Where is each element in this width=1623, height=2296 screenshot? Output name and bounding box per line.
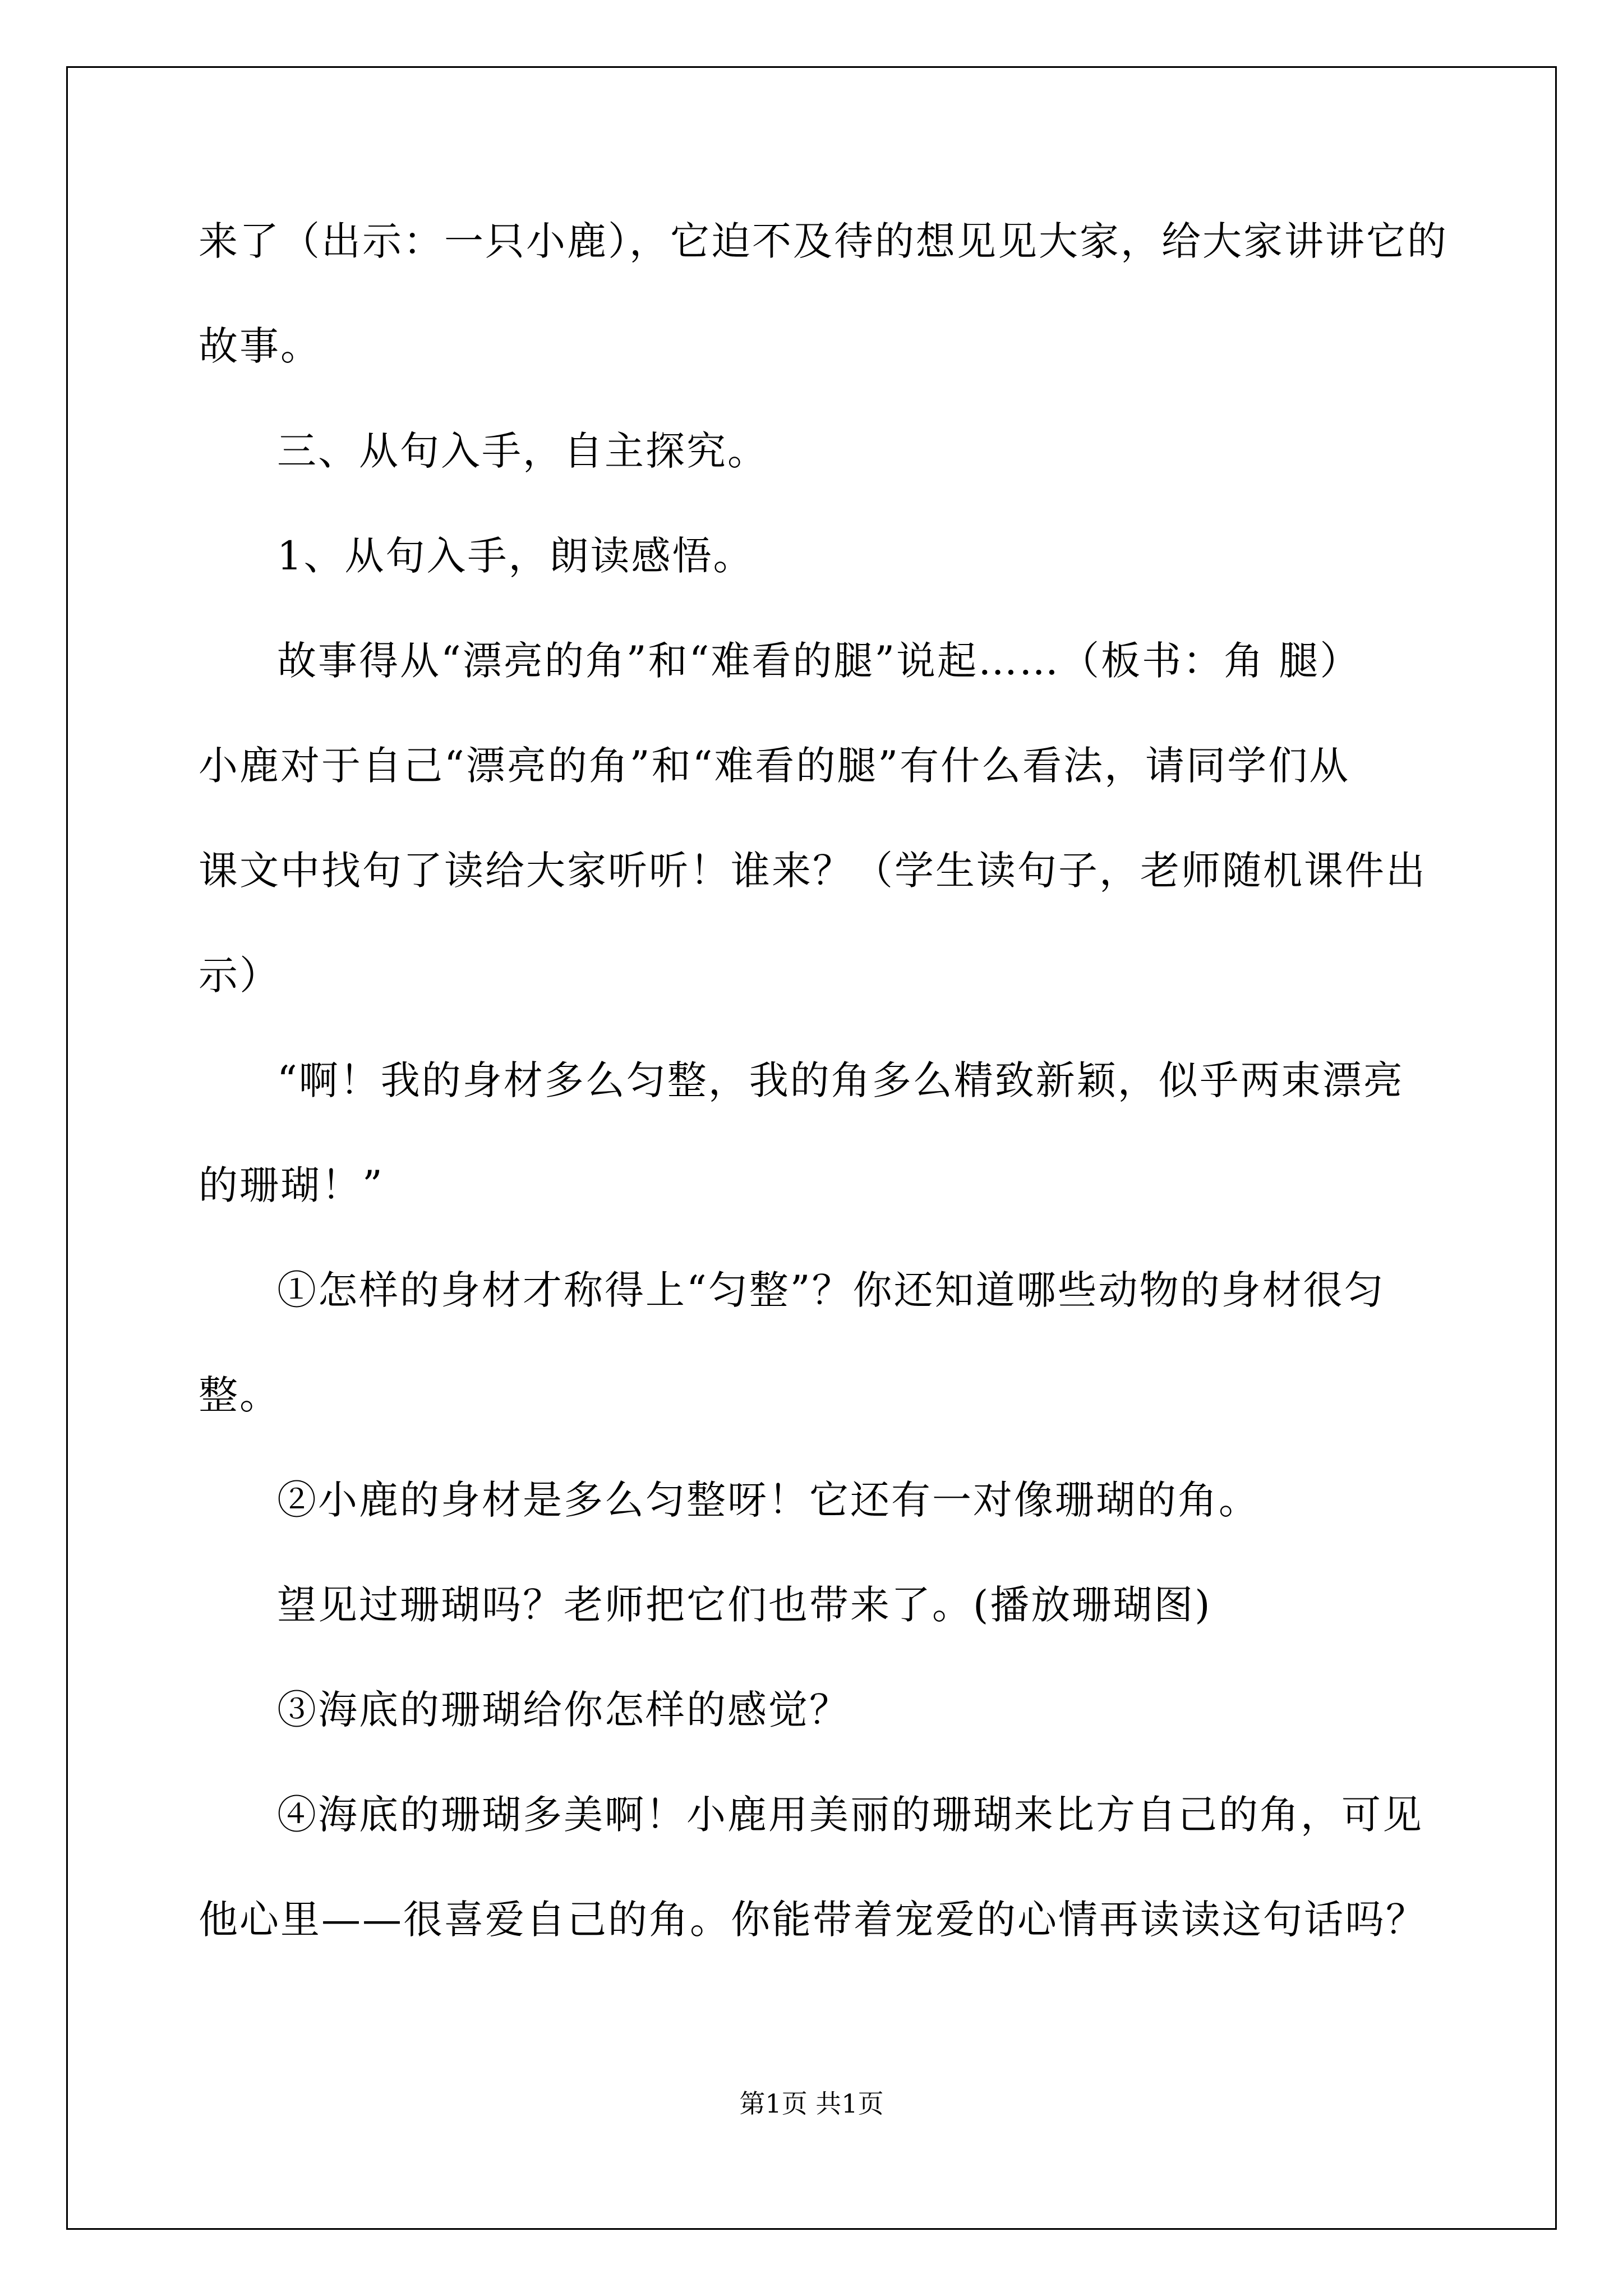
text-line: 故事。 [199, 323, 321, 369]
text-line: 望见过珊瑚吗？老师把它们也带来了。(播放珊瑚图) [277, 1582, 1212, 1628]
text-line: ④海底的珊瑚多美啊！小鹿用美丽的珊瑚来比方自己的角，可见 [277, 1792, 1423, 1838]
text-line: 小鹿对于自己“漂亮的角”和“难看的腿”有什么看法，请同学们从 [199, 743, 1350, 789]
text-line: ③海底的珊瑚给你怎样的感觉？ [277, 1687, 850, 1733]
text-line: 三、从句入手，自主探究。 [277, 428, 768, 474]
text-line: 整。 [199, 1372, 280, 1418]
text-line: ②小鹿的身材是多么匀整呀！它还有一对像珊瑚的角。 [277, 1477, 1260, 1523]
text-line: 示） [199, 953, 280, 999]
text-line: 1、从句入手，朗读感悟。 [277, 533, 754, 579]
text-line: ①怎样的身材才称得上“匀整”？你还知道哪些动物的身材很匀 [277, 1267, 1385, 1313]
text-line: 课文中找句了读给大家听听！谁来？（学生读句子，老师随机课件出 [199, 848, 1427, 894]
page-number-footer: 第1页 共1页 [739, 2088, 884, 2119]
text-line: 故事得从“漂亮的角”和“难看的腿”说起……（板书：角 腿） [277, 638, 1361, 684]
text-line: “啊！我的身材多么匀整，我的角多么精致新颖，似乎两束漂亮 [277, 1057, 1404, 1103]
text-line: 的珊瑚！” [199, 1162, 384, 1208]
text-line: 来了（出示：一只小鹿），它迫不及待的想见见大家，给大家讲讲它的 [199, 218, 1448, 264]
text-line: 他心里——很喜爱自己的角。你能带着宠爱的心情再读读这句话吗？ [199, 1897, 1427, 1943]
